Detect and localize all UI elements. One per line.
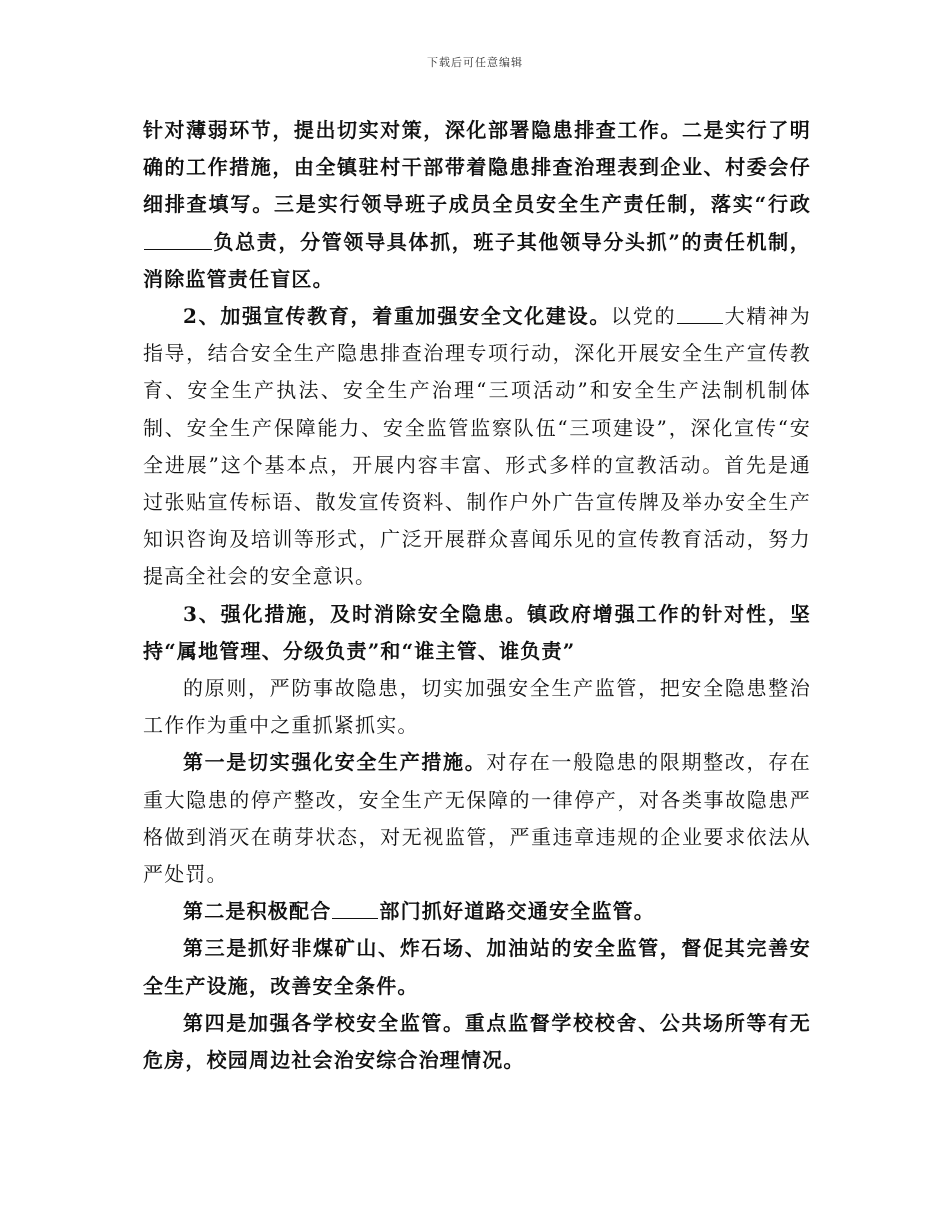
paragraph-5	[143, 744, 811, 893]
paragraph-1-text-b: 负总责，分管领导具体抓，班子其他领导分头抓”的责任机制，消除监管责任盲区。	[143, 229, 811, 291]
paragraph-6-text-a: 第二是积极配合	[183, 899, 332, 924]
paragraph-2	[143, 298, 811, 596]
paragraph-6-text-b: 部门抓好道路交通安全监管。	[379, 899, 656, 924]
paragraph-4: 的原则，严防事故隐患，切实加强安全生产监管，把安全隐患整治工作作为重中之重抓紧抓实。	[143, 676, 811, 738]
fill-blank	[144, 227, 212, 250]
paragraph-8-text: 重点监督学校校舍、公共场所等有无危房，校园周边社会治安综合治理情况。	[143, 1010, 811, 1073]
paragraph-5-text: 对存在一般隐患的限期整改，存在重大隐患的停产整改，安全生产无保障的一律停产，对各类事故隐患严格做到消灭在萌芽状态，对无视监管，严重违章违规的企业要求依法从严处罚。	[143, 750, 811, 887]
page-header: 下载后可任意编辑	[427, 56, 523, 69]
paragraph-2-text-b: 大精神为指导，结合安全生产隐患排查治理专项行动，深化开展安全生产宣传教育、安全生产执法、安全生产治理“三项活动”和安全生产法制机制体制、安全生产保障能力、安全监管监察队伍“三项建设”，深化宣传“安全进展”这个基本点，开展内容丰富、形式多样的宣教活动。首先是通过张贴宣传标语、散发宣传资料、制作户外广告宣传牌及举办安全生产知识咨询及培训等形式，广泛开展群众喜闻乐见的宣传教育活动，努力提高全社会的安全意识。	[143, 304, 811, 589]
paragraph-6	[143, 893, 811, 930]
document-body	[143, 112, 811, 1079]
paragraph-7: 第三是抓好非煤矿山、炸石场、加油站的安全监管，督促其完善安全生产设施，改善安全条件。	[143, 936, 811, 998]
paragraph-5-heading: 第一是切实强化安全生产措施。	[183, 750, 487, 775]
paragraph-1	[143, 112, 811, 298]
paragraph-8-heading: 第四是加强各学校安全监管。	[183, 1010, 465, 1035]
paragraph-2-heading: 2、加强宣传教育，着重加强安全文化建设。	[183, 304, 612, 329]
fill-blank	[332, 896, 378, 919]
paragraph-8	[143, 1005, 811, 1079]
paragraph-1-text-a: 针对薄弱环节，提出切实对策，深化部署隐患排查工作。二是实行了明确的工作措施，由全镇驻村干部带着隐患排查治理表到企业、村委会仔细排查填写。三是实行领导班子成员全员安全生产责任制，落实“行政	[143, 118, 811, 217]
paragraph-2-text-a: 以党的	[611, 304, 677, 329]
paragraph-3: 3、强化措施，及时消除安全隐患。镇政府增强工作的针对性，坚持“属地管理、分级负责”和“谁主管、谁负责”	[143, 601, 811, 663]
fill-blank	[677, 301, 723, 324]
